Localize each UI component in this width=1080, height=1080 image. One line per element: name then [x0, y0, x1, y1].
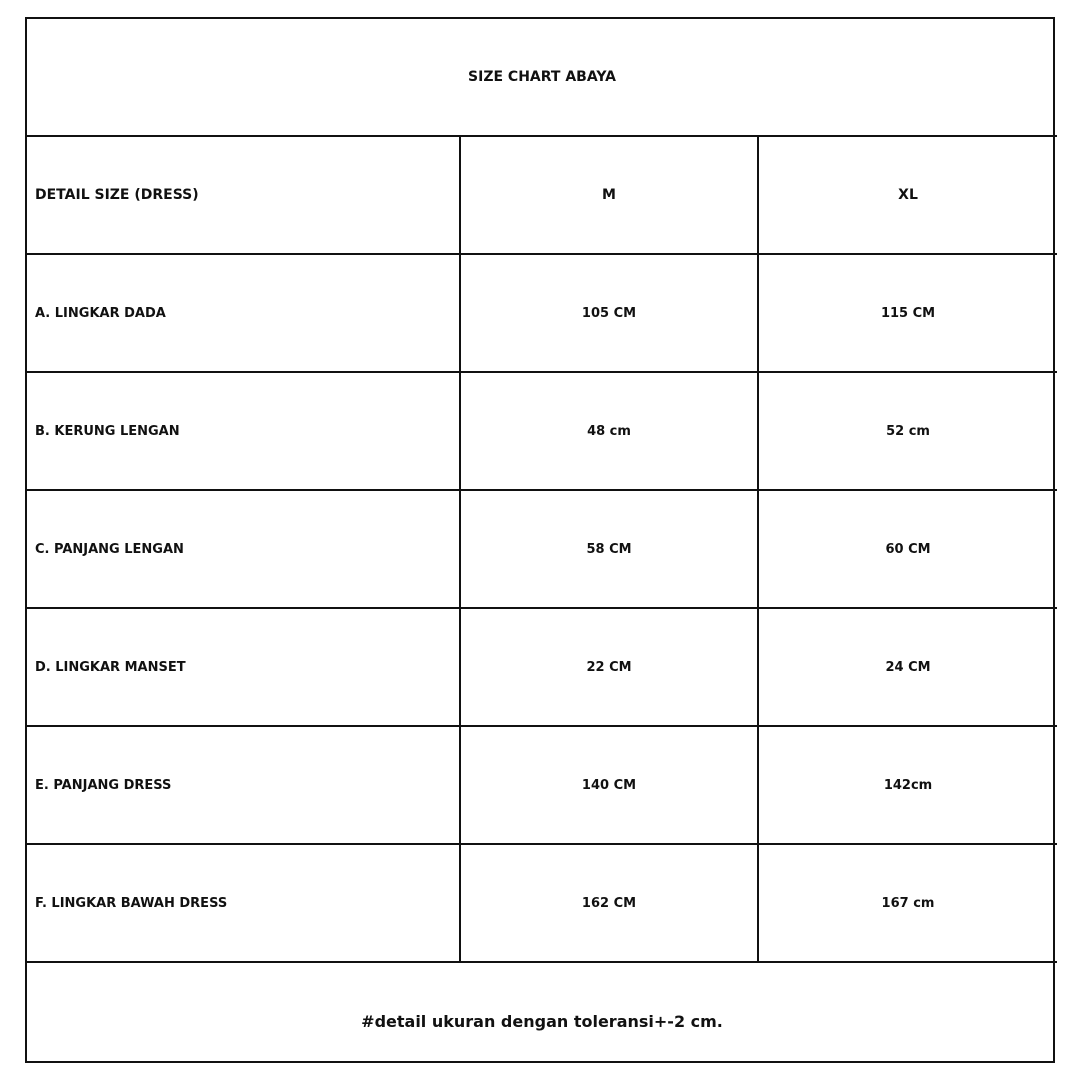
row-value-xl: 115 CM — [758, 254, 1057, 372]
header-row — [27, 136, 1057, 254]
row-value-xl: 60 CM — [758, 490, 1057, 608]
row-value-m: 140 CM — [460, 726, 758, 844]
row-value-m: 58 CM — [460, 490, 758, 608]
row-label: B. KERUNG LENGAN — [27, 372, 460, 490]
chart-title: SIZE CHART ABAYA — [27, 19, 1057, 136]
table-row — [27, 490, 1057, 608]
row-value-xl: 24 CM — [758, 608, 1057, 726]
row-value-xl: 142cm — [758, 726, 1057, 844]
table-row — [27, 844, 1057, 962]
row-value-xl: 52 cm — [758, 372, 1057, 490]
row-label: F. LINGKAR BAWAH DRESS — [27, 844, 460, 962]
header-size-xl: XL — [758, 136, 1057, 254]
table-row — [27, 372, 1057, 490]
row-label: C. PANJANG LENGAN — [27, 490, 460, 608]
header-label: DETAIL SIZE (DRESS) — [27, 136, 460, 254]
header-size-m: M — [460, 136, 758, 254]
row-value-m: 22 CM — [460, 608, 758, 726]
footer-note: #detail ukuran dengan toleransi+-2 cm. — [27, 962, 1057, 1079]
title-row — [27, 19, 1057, 136]
table-row — [27, 608, 1057, 726]
size-chart — [25, 17, 1055, 1063]
table-row — [27, 254, 1057, 372]
row-value-xl: 167 cm — [758, 844, 1057, 962]
footer-row — [27, 962, 1057, 1079]
row-value-m: 105 CM — [460, 254, 758, 372]
row-value-m: 162 CM — [460, 844, 758, 962]
row-label: A. LINGKAR DADA — [27, 254, 460, 372]
table-row — [27, 726, 1057, 844]
row-value-m: 48 cm — [460, 372, 758, 490]
row-label: E. PANJANG DRESS — [27, 726, 460, 844]
row-label: D. LINGKAR MANSET — [27, 608, 460, 726]
size-chart-table — [27, 19, 1057, 1079]
